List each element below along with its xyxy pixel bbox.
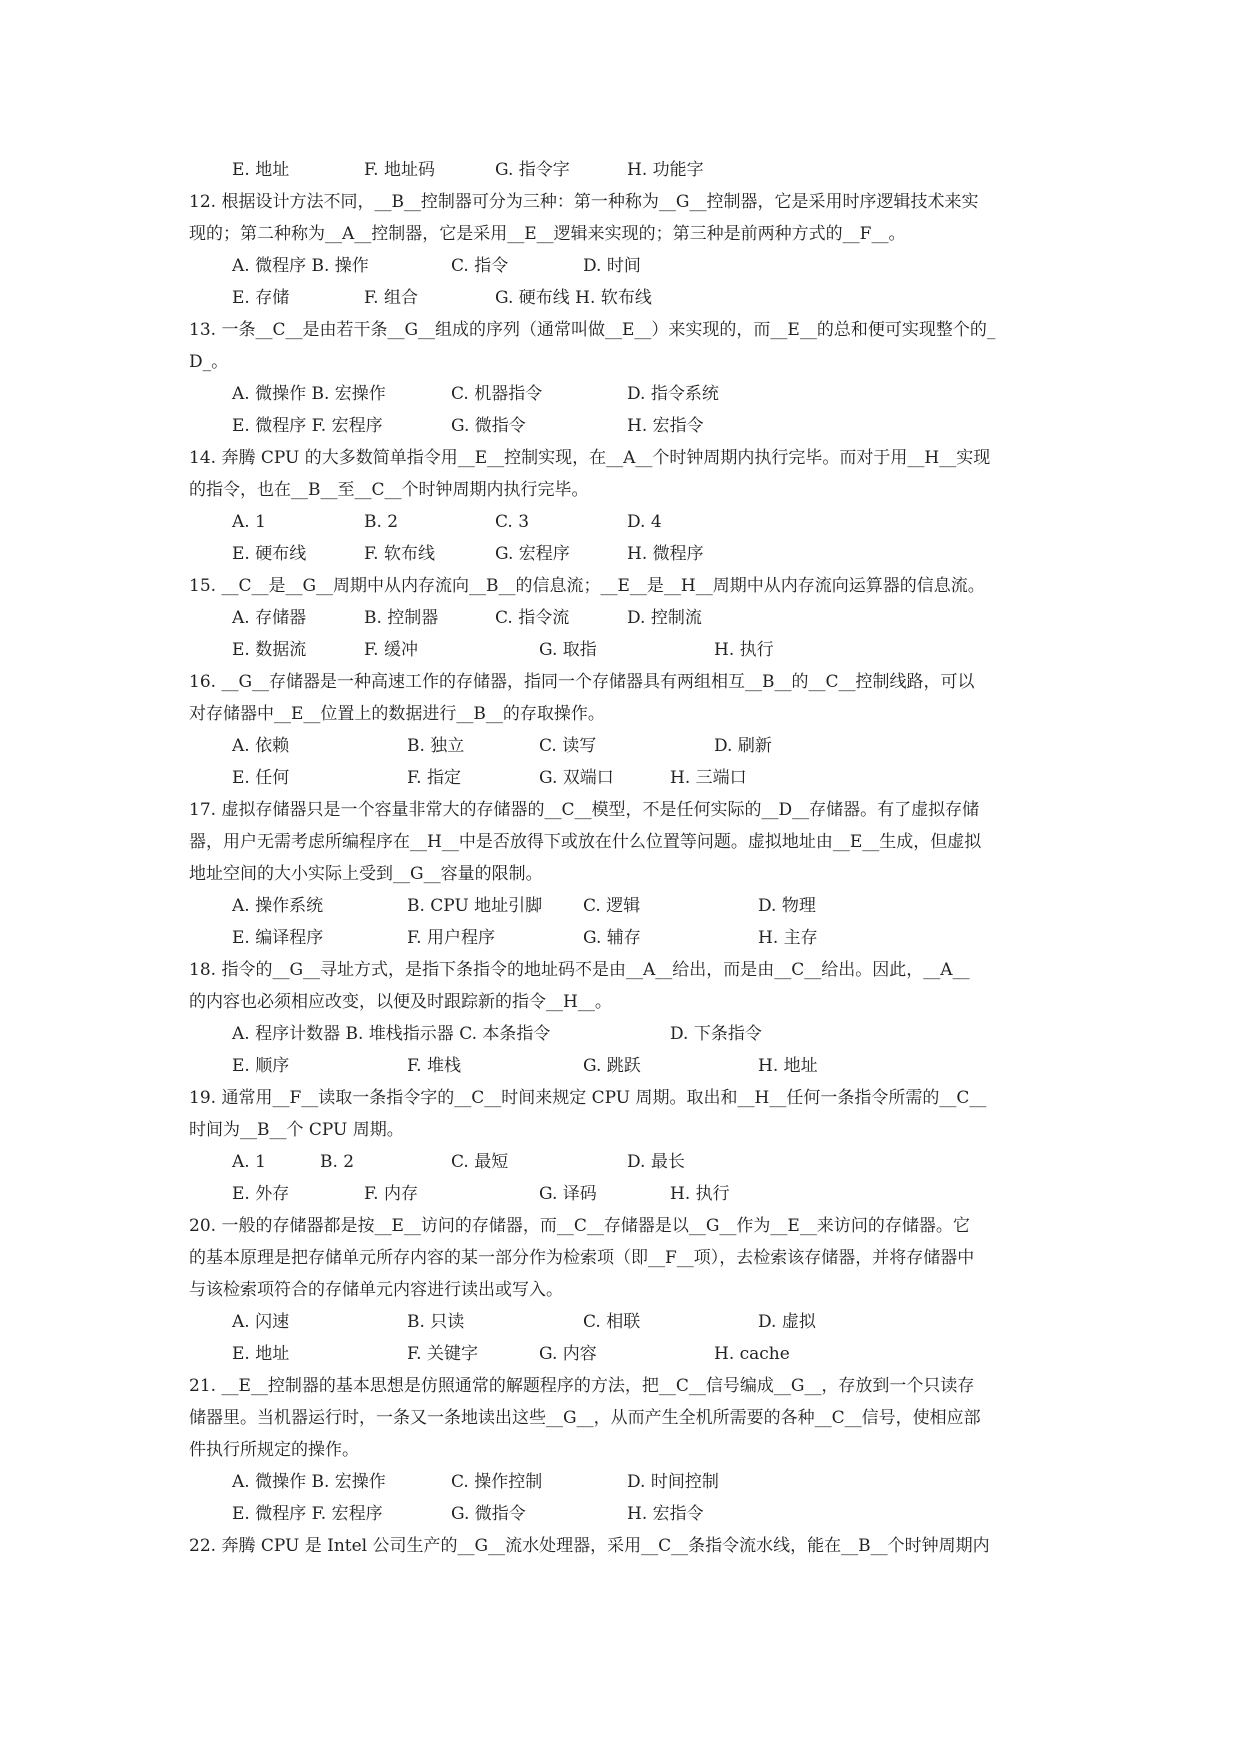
text-segment: 14. 奔腾 CPU 的大多数简单指令用__E__控制实现，在__A__个时钟周期内执行完毕。而对于用__H__实现 bbox=[189, 448, 991, 468]
text-segment: C. 指令 bbox=[451, 256, 509, 276]
text-segment: H. 执行 bbox=[670, 1184, 730, 1204]
text-segment: C. 最短 bbox=[451, 1152, 509, 1172]
text-segment: A. 存储器 bbox=[232, 608, 307, 628]
text-segment: E. 地址 bbox=[232, 160, 290, 180]
text-segment: 13. 一条__C__是由若干条__G__组成的序列（通常叫做__E__）来实现的，而__E__的总和便可实现整个的_ bbox=[189, 320, 996, 340]
text-segment: 的内容也必须相应改变，以便及时跟踪新的指令__H__。 bbox=[189, 992, 612, 1012]
text-segment: D. 刷新 bbox=[714, 736, 772, 756]
text-segment: 的基本原理是把存储单元所存内容的某一部分作为检索项（即__F__项），去检索该存储器，并将存储器中 bbox=[189, 1248, 975, 1268]
text-segment: G. 译码 bbox=[539, 1184, 597, 1204]
text-segment: 17. 虚拟存储器只是一个容量非常大的存储器的__C__模型，不是任何实际的__D__存储器。有了虚拟存储 bbox=[189, 800, 980, 820]
text-segment: 对存储器中__E__位置上的数据进行__B__的存取操作。 bbox=[189, 704, 605, 724]
text-segment: C. 3 bbox=[495, 512, 530, 532]
text-segment: G. 微指令 bbox=[451, 416, 526, 436]
text-segment: D. 控制流 bbox=[627, 608, 702, 628]
text-segment: H. 三端口 bbox=[670, 768, 747, 788]
text-segment: E. 微程序 F. 宏程序 bbox=[232, 1504, 383, 1524]
text-segment: D_。 bbox=[189, 352, 229, 372]
text-segment: H. 微程序 bbox=[627, 544, 704, 564]
text-segment: E. 硬布线 bbox=[232, 544, 307, 564]
text-segment: 12. 根据设计方法不同，__B__控制器可分为三种：第一种称为__G__控制器，它是采用时序逻辑技术来实 bbox=[189, 192, 979, 212]
text-segment: 的指令，也在__B__至__C__个时钟周期内执行完毕。 bbox=[189, 480, 589, 500]
text-segment: E. 任何 bbox=[232, 768, 290, 788]
text-segment: G. 指令字 bbox=[495, 160, 570, 180]
text-segment: 21. __E__控制器的基本思想是仿照通常的解题程序的方法，把__C__信号编成__G__，存放到一个只读存 bbox=[189, 1376, 975, 1396]
text-segment: H. 执行 bbox=[714, 640, 774, 660]
text-segment: G. 辅存 bbox=[583, 928, 641, 948]
text-segment: E. 存储 bbox=[232, 288, 290, 308]
text-segment: 22. 奔腾 CPU 是 Intel 公司生产的__G__流水处理器，采用__C__条指令流水线，能在__B__个时钟周期内 bbox=[189, 1536, 990, 1556]
text-segment: 件执行所规定的操作。 bbox=[189, 1440, 359, 1460]
text-segment: H. 功能字 bbox=[627, 160, 704, 180]
text-segment: A. 1 bbox=[232, 1152, 266, 1172]
text-segment: D. 最长 bbox=[627, 1152, 685, 1172]
text-segment: D. 时间 bbox=[583, 256, 641, 276]
text-segment: F. 组合 bbox=[364, 288, 418, 308]
text-segment: H. 地址 bbox=[758, 1056, 818, 1076]
text-segment: F. 用户程序 bbox=[407, 928, 495, 948]
text-segment: B. 2 bbox=[320, 1152, 355, 1172]
text-segment: F. 地址码 bbox=[364, 160, 435, 180]
text-segment: G. 取指 bbox=[539, 640, 597, 660]
text-segment: 器，用户无需考虑所编程序在__H__中是否放得下或放在什么位置等问题。虚拟地址由__E__生成，但虚拟 bbox=[189, 832, 982, 852]
text-segment: A. 微操作 B. 宏操作 bbox=[232, 384, 386, 404]
text-segment: F. 内存 bbox=[364, 1184, 418, 1204]
text-segment: F. 缓冲 bbox=[364, 640, 418, 660]
text-segment: C. 指令流 bbox=[495, 608, 570, 628]
text-segment: 20. 一般的存储器都是按__E__访问的存储器，而__C__存储器是以__G__作为__E__来访问的存储器。它 bbox=[189, 1216, 970, 1236]
text-segment: B. 控制器 bbox=[364, 608, 439, 628]
text-segment: G. 硬布线 H. 软布线 bbox=[495, 288, 652, 308]
text-segment: F. 堆栈 bbox=[407, 1056, 461, 1076]
text-segment: G. 内容 bbox=[539, 1344, 597, 1364]
text-segment: G. 宏程序 bbox=[495, 544, 570, 564]
text-segment: H. 宏指令 bbox=[627, 416, 704, 436]
text-segment: C. 机器指令 bbox=[451, 384, 543, 404]
text-segment: A. 程序计数器 B. 堆栈指示器 C. 本条指令 bbox=[232, 1024, 551, 1044]
text-segment: F. 关键字 bbox=[407, 1344, 478, 1364]
text-segment: D. 指令系统 bbox=[627, 384, 719, 404]
text-segment: C. 操作控制 bbox=[451, 1472, 543, 1492]
text-segment: D. 时间控制 bbox=[627, 1472, 719, 1492]
text-segment: 19. 通常用__F__读取一条指令字的__C__时间来规定 CPU 周期。取出和__H__任何一条指令所需的__C__ bbox=[189, 1088, 987, 1108]
text-segment: E. 数据流 bbox=[232, 640, 307, 660]
text-segment: C. 相联 bbox=[583, 1312, 641, 1332]
text-segment: F. 指定 bbox=[407, 768, 461, 788]
text-segment: A. 操作系统 bbox=[232, 896, 324, 916]
text-segment: C. 读写 bbox=[539, 736, 597, 756]
text-segment: 储器里。当机器运行时，一条又一条地读出这些__G__，从而产生全机所需要的各种__C__信号，使相应部 bbox=[189, 1408, 981, 1428]
text-segment: B. 只读 bbox=[407, 1312, 465, 1332]
text-segment: G. 跳跃 bbox=[583, 1056, 641, 1076]
text-segment: D. 4 bbox=[627, 512, 662, 532]
text-segment: G. 双端口 bbox=[539, 768, 614, 788]
text-segment: 15. __C__是__G__周期中从内存流向__B__的信息流；__E__是__H__周期中从内存流向运算器的信息流。 bbox=[189, 576, 985, 596]
text-segment: B. CPU 地址引脚 bbox=[407, 896, 543, 916]
text-segment: A. 依赖 bbox=[232, 736, 290, 756]
text-segment: H. 宏指令 bbox=[627, 1504, 704, 1524]
text-segment: H. cache bbox=[714, 1344, 790, 1364]
text-segment: 18. 指令的__G__寻址方式，是指下条指令的地址码不是由__A__给出，而是由__C__给出。因此，__A__ bbox=[189, 960, 970, 980]
text-segment: E. 微程序 F. 宏程序 bbox=[232, 416, 383, 436]
text-segment: 16. __G__存储器是一种高速工作的存储器，指同一个存储器具有两组相互__B__的__C__控制线路，可以 bbox=[189, 672, 975, 692]
text-segment: E. 地址 bbox=[232, 1344, 290, 1364]
text-segment: E. 外存 bbox=[232, 1184, 290, 1204]
text-segment: B. 2 bbox=[364, 512, 399, 532]
text-segment: A. 微程序 B. 操作 bbox=[232, 256, 369, 276]
text-segment: B. 独立 bbox=[407, 736, 465, 756]
text-segment: A. 闪速 bbox=[232, 1312, 290, 1332]
text-segment: E. 顺序 bbox=[232, 1056, 290, 1076]
text-segment: D. 虚拟 bbox=[758, 1312, 816, 1332]
text-segment: H. 主存 bbox=[758, 928, 818, 948]
text-segment: A. 1 bbox=[232, 512, 266, 532]
text-segment: F. 软布线 bbox=[364, 544, 435, 564]
text-segment: D. 下条指令 bbox=[670, 1024, 762, 1044]
text-segment: 与该检索项符合的存储单元内容进行读出或写入。 bbox=[189, 1280, 563, 1300]
text-segment: 现的；第二种称为__A__控制器，它是采用__E__逻辑来实现的；第三种是前两种方式的__F__。 bbox=[189, 224, 906, 244]
text-segment: E. 编译程序 bbox=[232, 928, 324, 948]
text-segment: G. 微指令 bbox=[451, 1504, 526, 1524]
text-segment: A. 微操作 B. 宏操作 bbox=[232, 1472, 386, 1492]
text-segment: 时间为__B__个 CPU 周期。 bbox=[189, 1120, 404, 1140]
text-segment: D. 物理 bbox=[758, 896, 816, 916]
text-segment: C. 逻辑 bbox=[583, 896, 641, 916]
text-segment: 地址空间的大小实际上受到__G__容量的限制。 bbox=[189, 864, 543, 884]
